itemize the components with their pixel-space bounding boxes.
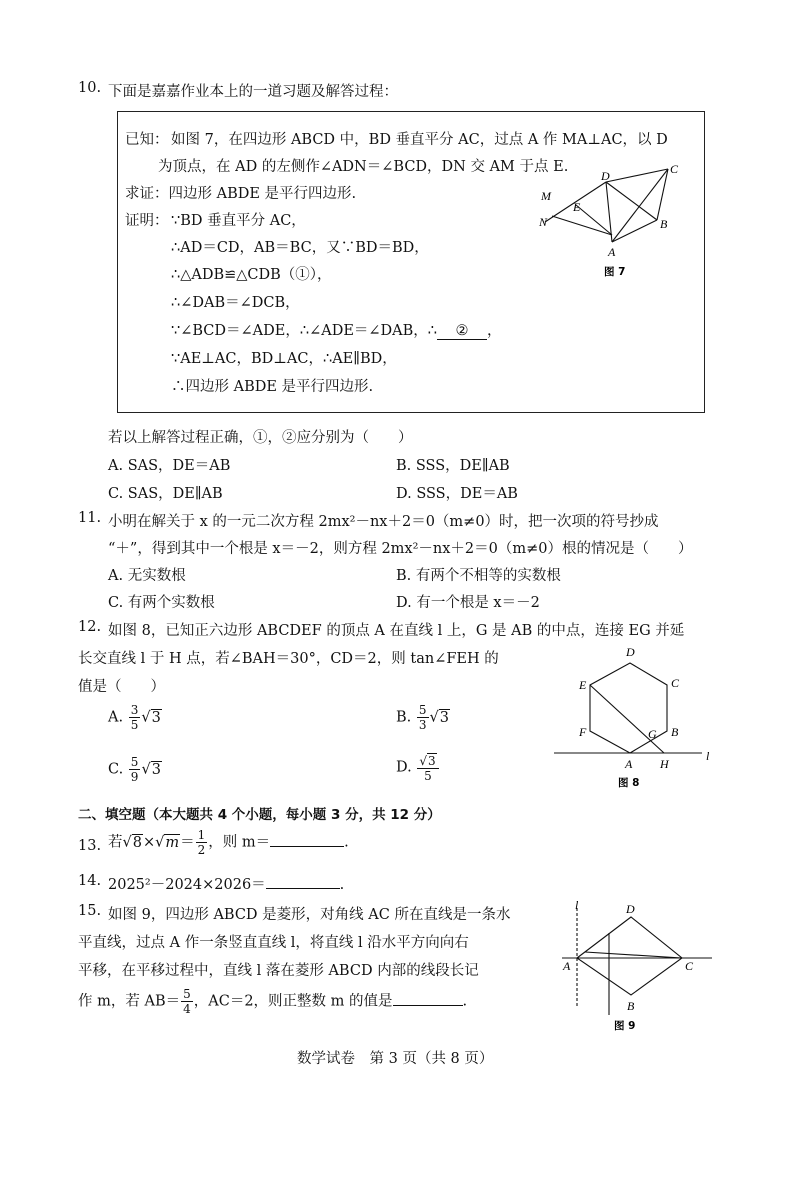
q15-denominator: 4 [183,1002,191,1016]
fig9-point-C: C [685,959,694,973]
q12-line-2: 长交直线 l 于 H 点，若∠BAH＝30°，CD＝2，则 tan∠FEH 的 [78,651,499,667]
q13-equals: ＝ [180,834,195,851]
fig8-line-EH [590,685,664,753]
q10-number: 10. [78,80,102,96]
q15-numerator: 5 [183,987,191,1001]
q13-suffix: ，则 m＝ [208,834,271,851]
q15-number: 15. [78,903,102,919]
q13-answer-blank[interactable] [270,832,344,847]
q12-option-b-label: B. [396,709,412,726]
q11-option-a[interactable]: A. 无实数根 [108,568,186,584]
q13-numerator: 1 [197,828,206,842]
fig7-point-C: C [670,162,679,176]
section-2-heading: 二、填空题（本大题共 4 个小题，每小题 3 分，共 12 分） [78,807,441,823]
q12-c-radicand: 3 [151,761,161,778]
fig8-line-label-l: l [706,749,710,763]
fig8-point-E: E [579,678,587,692]
q10-option-c[interactable]: C. SAS，DE∥AB [108,486,223,502]
fig7-diag-BD [606,182,657,220]
given-label: 已知： [125,132,169,148]
fig7-side-BA [612,220,657,242]
fig9-inner-segment [585,952,682,958]
q12-option-b[interactable]: B. $\frac{5}{3}$ √3 [396,703,449,732]
q10-intro: 下面是嘉嘉作业本上的一道习题及解答过程： [108,84,398,100]
q15-answer-blank[interactable] [393,991,463,1006]
fig8-point-C: C [671,676,680,690]
fig9-point-A: A [563,959,571,973]
fig8-point-D: D [626,645,635,659]
q13-expression: 若√8×√m＝ $\frac{1}{2}$ ，则 m＝ . [108,828,349,857]
q14-expression [108,873,344,894]
proof-label: 证明： [125,213,169,229]
q12-a-numerator: 3 [130,703,139,717]
fig9-point-D: D [626,902,635,916]
q10-option-a[interactable]: A. SAS，DE＝AB [108,458,231,474]
q12-line-3: 值是（ ） [78,679,165,695]
figure-8 [552,643,722,793]
q13-number: 13. [78,838,102,854]
proof-step-4: ∴∠DAB＝∠DCB， [171,295,300,311]
q12-line-1: 如图 8，已知正六边形 ABCDEF 的顶点 A 在直线 l 上，G 是 AB 的中点，连接 EG 并延 [108,623,685,639]
page-footer: 数学试卷 第 3 页（共 8 页） [297,1051,494,1067]
fig7-point-B: B [660,217,668,231]
q10-question: 若以上解答过程正确，①，②应分别为（ ） [108,430,413,446]
prove-statement: 求证：四边形 ABDE 是平行四边形. [125,186,357,202]
fig8-point-A: A [625,757,633,771]
given-line-2: 为顶点，在 AD 的左侧作∠ADN＝∠BCD，DN 交 AM 于点 E. [158,159,569,175]
q12-d-denominator: 5 [424,769,432,783]
q12-number: 12. [78,619,102,635]
q15-line-4-start: 作 m，若 AB＝ [78,993,181,1010]
q13-prefix: 若 [108,834,123,851]
fig7-side-DC [606,169,668,182]
fig8-point-F: F [579,725,587,739]
figure-9 [560,900,720,1035]
fig7-line-AM [552,216,612,235]
fig7-point-D: D [601,169,610,183]
fig7-point-N: N [539,215,548,229]
q13-end: . [344,834,349,851]
proof-step-2: ∴AD＝CD，AB＝BC，又∵BD＝BD， [171,240,429,256]
q12-option-a[interactable]: A. $\frac{3}{5}$ √3 [108,703,161,732]
q12-option-d[interactable]: D. $\frac{√3}{5}$ [396,753,440,782]
proof-step-5-end: ， [487,323,502,339]
q13-radicand-2: m [165,834,180,851]
q11-line-1: 小明在解关于 x 的一元二次方程 2mx²－nx＋2＝0（m≠0）时，把一次项的符号抄成 [108,514,659,530]
q12-option-c-label: C. [108,761,124,778]
q12-option-a-label: A. [108,709,124,726]
q14-text: 2025²－2024×2026＝ [108,877,266,893]
q11-option-d[interactable]: D. 有一个根是 x＝－2 [396,595,540,611]
q15-line-3: 平移，在平移过程中，直线 l 落在菱形 ABCD 内部的线段长记 [78,963,479,979]
fig7-caption: 图 7 [604,266,626,278]
q10-option-b[interactable]: B. SSS，DE∥AB [396,458,510,474]
given-line-1: 如图 7，在四边形 ABCD 中，BD 垂直平分 AC，过点 A 作 MA⊥AC，以 D [171,132,668,148]
proof-step-7: ∴四边形 ABDE 是平行四边形. [171,379,374,395]
fig7-point-M: M [541,189,551,203]
q12-c-numerator: 5 [130,755,139,769]
q15-line-4-end: ，AC＝2，则正整数 m 的值是 [193,993,393,1010]
q11-option-c[interactable]: C. 有两个实数根 [108,595,215,611]
proof-step-5-text: ∵∠BCD＝∠ADE，∴∠ADE＝∠DAB，∴ [171,323,438,339]
q14-answer-blank[interactable] [266,874,340,889]
q12-b-numerator: 5 [418,703,427,717]
q12-option-c[interactable]: C. $\frac{5}{9}$ √3 [108,755,161,784]
proof-step-1: ∵BD 垂直平分 AC， [171,213,306,229]
fig9-point-B: B [627,999,635,1013]
q12-option-d-label: D. [396,759,412,776]
fig9-rhombus [577,917,682,995]
proof-step-5 [171,319,502,340]
fig7-point-E: E [573,200,581,214]
q13-times: × [142,834,156,851]
q12-d-radicand: 3 [427,754,436,768]
blank-2: ② [437,323,487,340]
q14-end: . [339,877,345,893]
q15-line-4 [78,988,467,1015]
q13-radicand-1: 8 [132,834,142,851]
q11-option-b[interactable]: B. 有两个不相等的实数根 [396,568,561,584]
fig9-line-label-l: l [575,900,579,912]
proof-step-6: ∵AE⊥AC，BD⊥AC，∴AE∥BD， [171,351,397,367]
q15-line-1: 如图 9，四边形 ABCD 是菱形，对角线 AC 所在直线是一条水 [108,907,511,923]
q15-end: . [462,993,468,1010]
fig8-point-B: B [671,725,679,739]
q12-a-radicand: 3 [151,709,161,726]
fig7-line-DN [576,205,612,235]
q12-b-denominator: 3 [418,718,427,732]
figure-7 [530,158,690,290]
q13-denominator: 2 [197,843,206,857]
fig8-caption: 图 8 [618,777,640,789]
q11-line-2: “＋”，得到其中一个根是 x＝－2，则方程 2mx²－nx＋2＝0（m≠0）根的情况是（ ） [108,541,693,557]
q11-number: 11. [78,510,102,526]
q12-a-denominator: 5 [130,718,139,732]
proof-step-3: ∴△ADB≌△CDB（①）， [171,267,332,283]
q12-b-radicand: 3 [439,709,449,726]
q15-line-2: 平直线，过点 A 作一条竖直直线 l，将直线 l 沿水平方向向右 [78,935,469,951]
q10-option-d[interactable]: D. SSS，DE＝AB [396,486,518,502]
q12-c-denominator: 9 [130,770,139,784]
fig8-point-G: G [648,727,657,741]
fig8-point-H: H [660,757,669,771]
fig9-caption: 图 9 [614,1020,636,1032]
q14-number: 14. [78,873,102,889]
fig7-point-A: A [608,245,616,259]
